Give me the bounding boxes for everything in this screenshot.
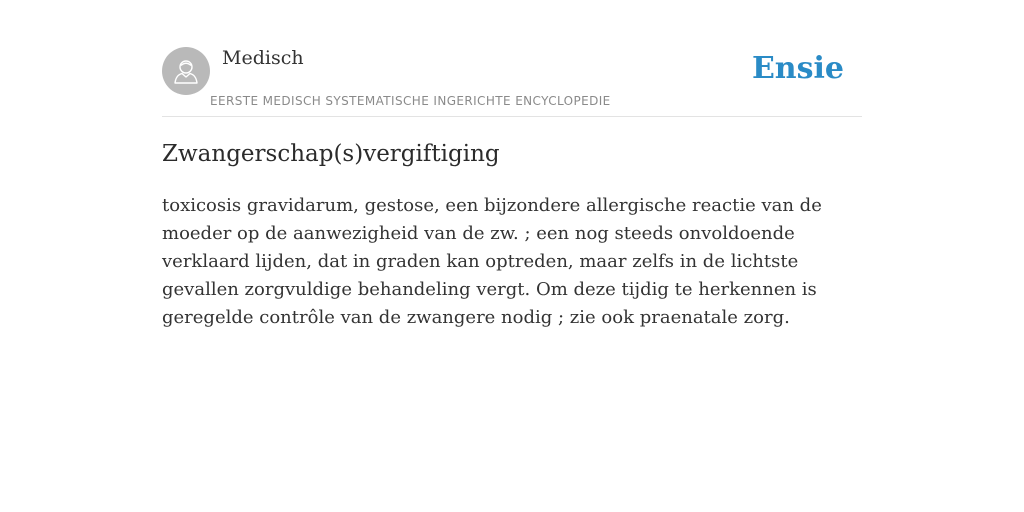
article-body: toxicosis gravidarum, gestose, een bijzondere allergische reactie van de moeder op de aanwezigheid van de zw. ; een nog steeds onvoldoende verklaard lijden, dat in graden kan optreden, maar zelfs in de lichtste gevallen zorgvuldige behandeling vergt. Om deze tijdig te herkennen is geregelde contrôle van de zwangere nodig ; zie ook praenatale zorg.: [162, 195, 822, 328]
author-name[interactable]: Medisch: [222, 47, 304, 69]
user-icon: [171, 56, 201, 86]
brand-logo[interactable]: Ensie: [751, 51, 844, 86]
page-title: Zwangerschap(s)vergiftiging: [162, 141, 500, 167]
author-subtitle: EERSTE MEDISCH SYSTEMATISCHE INGERICHTE ENCYCLOPEDIE: [210, 94, 611, 108]
header: [162, 0, 862, 117]
avatar[interactable]: [162, 47, 210, 95]
